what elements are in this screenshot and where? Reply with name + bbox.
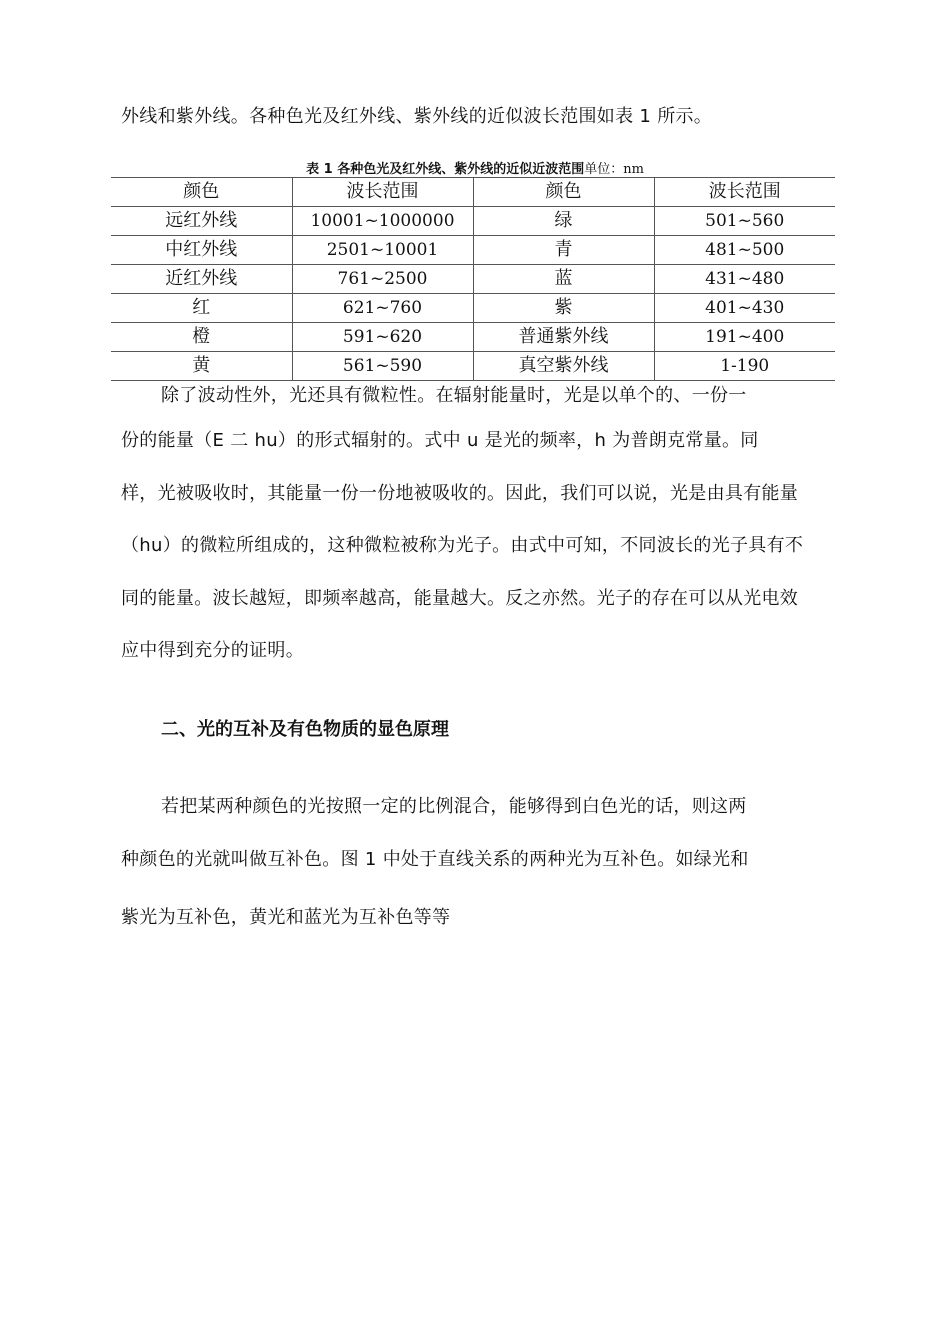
wavelength-cell: 621~760 (292, 294, 473, 323)
table-caption (0, 162, 950, 178)
header-color: 颜色 (473, 178, 654, 207)
wavelength-cell: 10001~1000000 (292, 207, 473, 236)
paragraph-line: 应中得到充分的证明。 (121, 640, 304, 661)
header-wavelength: 波长范围 (654, 178, 835, 207)
header-wavelength: 波长范围 (292, 178, 473, 207)
table-header-row (111, 178, 835, 207)
paragraph-line: （hu）的微粒所组成的，这种微粒被称为光子。由式中可知，不同波长的光子具有不 (121, 535, 804, 556)
table-row (111, 265, 835, 294)
color-name-cell: 紫 (473, 294, 654, 323)
paragraph-line: 份的能量（E 二 hu）的形式辐射的。式中 u 是光的频率，h 为普朗克常量。同 (121, 430, 759, 451)
wavelength-cell: 401~430 (654, 294, 835, 323)
table-row (111, 294, 835, 323)
paragraph-line: 若把某两种颜色的光按照一定的比例混合，能够得到白色光的话，则这两 (161, 796, 747, 817)
color-name-cell: 橙 (111, 323, 292, 352)
color-name-cell: 真空紫外线 (473, 352, 654, 381)
table-caption-unit: 单位：nm (584, 162, 644, 177)
color-name-cell: 远红外线 (111, 207, 292, 236)
wavelength-cell: 761~2500 (292, 265, 473, 294)
color-name-cell: 中红外线 (111, 236, 292, 265)
paragraph-line: 样，光被吸收时，其能量一份一份地被吸收的。因此，我们可以说，光是由具有能量 (121, 483, 799, 504)
table-row (111, 207, 835, 236)
paragraph-line: 同的能量。波长越短，即频率越高，能量越大。反之亦然。光子的存在可以从光电效 (121, 588, 799, 609)
paragraph-line: 除了波动性外，光还具有微粒性。在辐射能量时，光是以单个的、一份一 (161, 385, 747, 406)
color-name-cell: 绿 (473, 207, 654, 236)
color-name-cell: 蓝 (473, 265, 654, 294)
wavelength-cell: 591~620 (292, 323, 473, 352)
intro-text-line: 外线和紫外线。各种色光及红外线、紫外线的近似波长范围如表 1 所示。 (121, 106, 713, 127)
table-row (111, 236, 835, 265)
wavelength-cell: 431~480 (654, 265, 835, 294)
color-name-cell: 青 (473, 236, 654, 265)
wavelength-cell: 501~560 (654, 207, 835, 236)
table-caption-title: 表 1 各种色光及红外线、紫外线的近似近波范围 (306, 162, 585, 177)
header-color: 颜色 (111, 178, 292, 207)
color-name-cell: 黄 (111, 352, 292, 381)
wavelength-table (111, 177, 835, 381)
wavelength-cell: 561~590 (292, 352, 473, 381)
section-heading: 二、光的互补及有色物质的显色原理 (161, 719, 449, 740)
wavelength-cell: 191~400 (654, 323, 835, 352)
color-name-cell: 近红外线 (111, 265, 292, 294)
wavelength-cell: 2501~10001 (292, 236, 473, 265)
paragraph-line: 种颜色的光就叫做互补色。图 1 中处于直线关系的两种光为互补色。如绿光和 (121, 849, 749, 870)
wavelength-cell: 481~500 (654, 236, 835, 265)
color-name-cell: 红 (111, 294, 292, 323)
color-name-cell: 普通紫外线 (473, 323, 654, 352)
table-row (111, 323, 835, 352)
table-row (111, 352, 835, 381)
wavelength-cell: 1-190 (654, 352, 835, 381)
paragraph-line: 紫光为互补色，黄光和蓝光为互补色等等 (121, 907, 451, 928)
